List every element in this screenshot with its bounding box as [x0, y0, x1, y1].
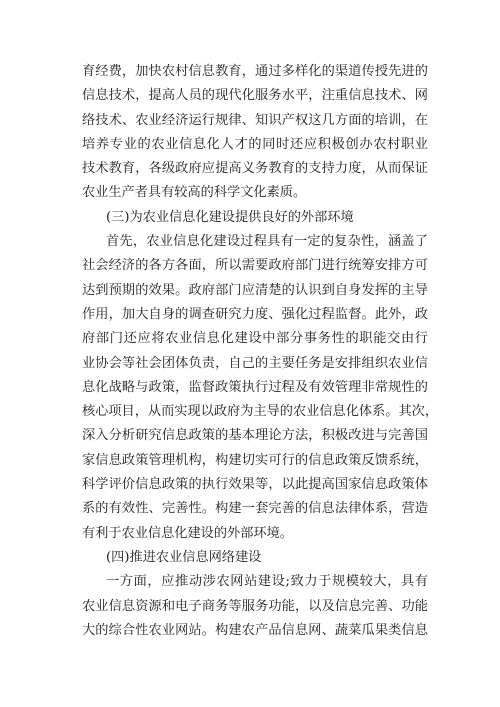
paragraph-line: 达到预期的效果。政府部门应清楚的认识到自身发挥的主导	[82, 282, 428, 298]
paragraph-line: 深入分析研究信息政策的基本理论方法，积极改进与完善国	[82, 428, 428, 444]
paragraph-line: 科学评价信息政策的执行效果等，以此提高国家信息政策体	[82, 477, 428, 493]
document-body	[82, 60, 439, 643]
paragraph-line: 首先，农业信息化建设过程具有一定的复杂性，涵盖了	[106, 234, 428, 250]
paragraph-line: 农业信息资源和电子商务等服务功能，以及信息完善、功能	[82, 598, 428, 614]
paragraph-line: 信息技术，提高人员的现代化服务水平，注重信息技术、网	[82, 88, 428, 104]
paragraph-line: 系的有效性、完善性。构建一套完善的信息法律体系，营造	[82, 501, 428, 517]
paragraph-line: 络技术、农业经济运行规律、知识产权这几方面的培训，在	[82, 112, 428, 128]
paragraph-line: 培养专业的农业信息化人才的同时还应积极创办农村职业	[82, 136, 428, 152]
paragraph-line: 农业生产者具有较高的科学文化素质。	[82, 185, 307, 201]
paragraph-line: 息化战略与政策，监督政策执行过程及有效管理非常规性的	[82, 379, 428, 395]
paragraph-line: 家信息政策管理机构，构建切实可行的信息政策反馈系统，	[82, 452, 428, 468]
section-heading: (四)推进农业信息网络建设	[106, 549, 262, 565]
paragraph-line: 社会经济的各方各面，所以需要政府部门进行统筹安排方可	[82, 258, 428, 274]
paragraph-line: 大的综合性农业网站。构建农产品信息网、蔬菜瓜果类信息	[82, 622, 428, 638]
paragraph-line: 作用，加大自身的调查研究力度、强化过程监督。此外，政	[82, 306, 428, 322]
paragraph-line: 育经费，加快农村信息教育，通过多样化的渠道传授先进的	[82, 64, 428, 79]
section-heading: (三)为农业信息化建设提供良好的外部环境	[106, 209, 354, 225]
paragraph-line: 有利于农业信息化建设的外部环境。	[82, 525, 293, 541]
paragraph-line: 业协会等社会团体负责，自己的主要任务是安排组织农业信	[82, 355, 428, 371]
paragraph-line: 核心项目，从而实现以政府为主导的农业信息化体系。其次，	[82, 404, 439, 420]
paragraph-line: 府部门还应将农业信息化建设中部分事务性的职能交由行	[82, 331, 428, 347]
paragraph-line: 一方面，应推动涉农网站建设;致力于规模较大，具有	[106, 574, 428, 590]
paragraph-line: 技术教育，各级政府应提高义务教育的支持力度，从而保证	[82, 161, 428, 177]
